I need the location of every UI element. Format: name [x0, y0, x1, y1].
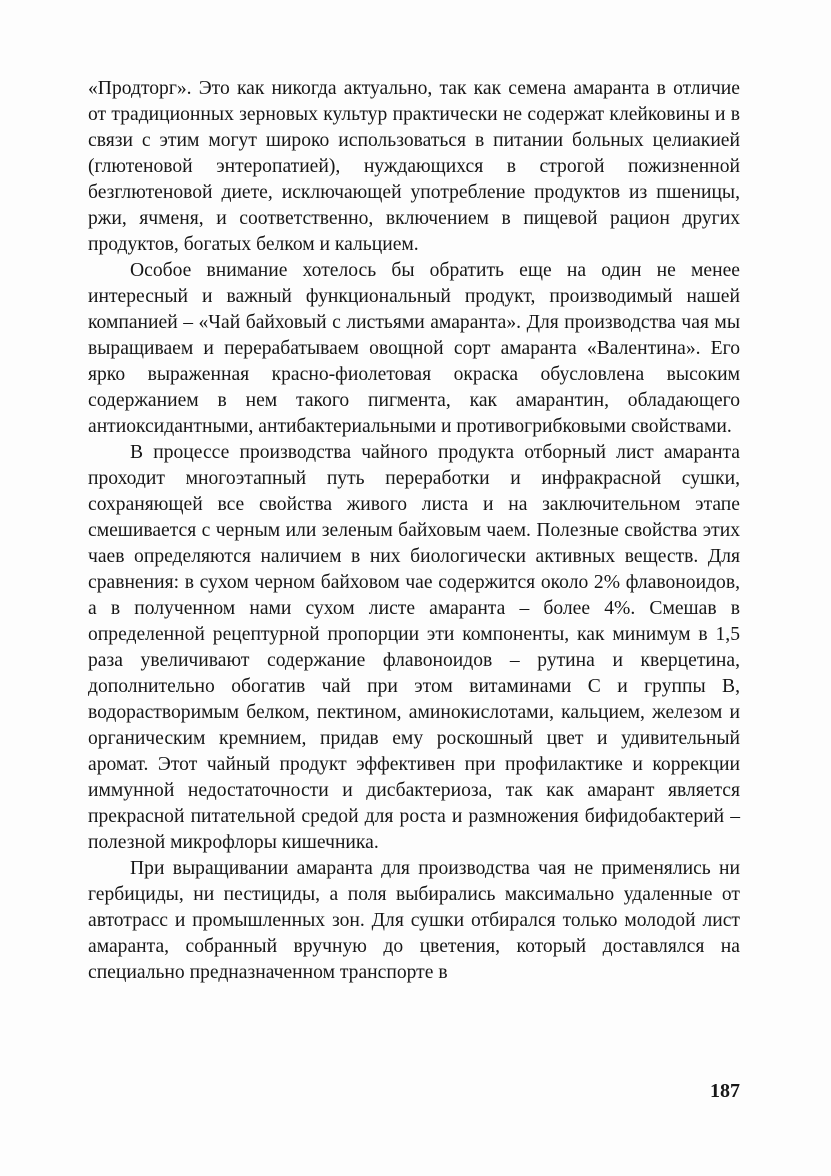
- page-body-text: [88, 76, 740, 986]
- paragraph-1: «Продторг». Это как никогда актуально, так как семена амаранта в отличие от традиционных зерновых культур практически не содержат клейковины и в связи с этим могут широко использоваться в питании больных целиакией (глютеновой энтеропатией), нуждающихся в строгой пожизненной безглютеновой диете, исключающей употребление продуктов из пшеницы, ржи, ячменя, и соответственно, включением в пищевой рацион других продуктов, богатых белком и кальцием.: [88, 78, 740, 255]
- page-number: 187: [710, 1080, 740, 1102]
- paragraph-4: При выращивании амаранта для производства чая не применялись ни гербициды, ни пестициды, а поля выбирались максимально удаленные от автотрасс и промышленных зон. Для сушки отбирался только молодой лист амаранта, собранный вручную до цветения, который доставлялся на специально предназначенном транспорте в: [88, 858, 740, 983]
- paragraph-2: Особое внимание хотелось бы обратить еще на один не менее интересный и важный функциональный продукт, производимый нашей компанией – «Чай байховый с листьями амаранта». Для производства чая мы выращиваем и перерабатываем овощной сорт амаранта «Валентина». Его ярко выраженная красно-фиолетовая окраска обусловлена высоким содержанием в нем такого пигмента, как амарантин, обладающего антиоксидантными, антибактериальными и противогрибковыми свойствами.: [88, 260, 740, 437]
- paragraph-3: В процессе производства чайного продукта отборный лист амаранта проходит многоэтапный путь переработки и инфракрасной сушки, сохраняющей все свойства живого листа и на заключительном этапе смешивается с черным или зеленым байховым чаем. Полезные свойства этих чаев определяются наличием в них биологически активных веществ. Для сравнения: в сухом черном байховом чае содержится около 2% флавоноидов, а в полученном нами сухом листе амаранта – более 4%. Смешав в определенной рецептурной пропорции эти компоненты, как минимум в 1,5 раза увеличивают содержание флавоноидов – рутина и кверцетина, дополнительно обогатив чай при этом витаминами С и группы В, водорастворимым белком, пектином, аминокислотами, кальцием, железом и органическим кремнием, придав ему роскошный цвет и удивительный аромат. Этот чайный продукт эффективен при профилактике и коррекции иммунной недостаточности и дисбактериоза, так как амарант является прекрасной питательной средой для роста и размножения бифидобактерий – полезной микрофлоры кишечника.: [88, 442, 740, 853]
